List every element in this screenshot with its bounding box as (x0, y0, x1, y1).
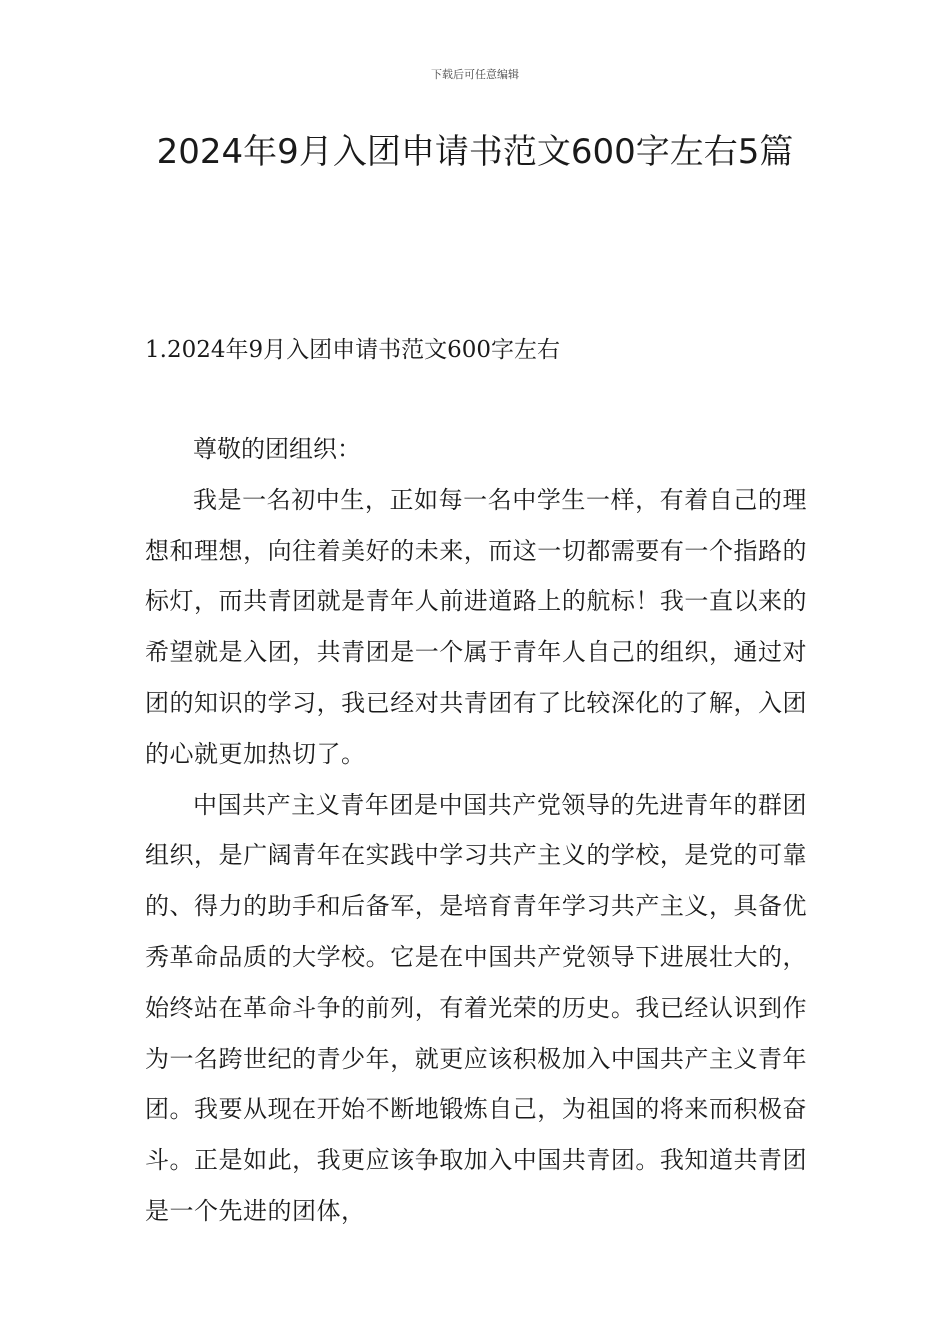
document-body (145, 424, 807, 1237)
section-heading: 1.2024年9月入团申请书范文600字左右 (145, 337, 561, 363)
salutation: 尊敬的团组织： (193, 435, 361, 463)
header-note: 下载后可任意编辑 (431, 68, 519, 81)
document-title: 2024年9月入团申请书范文600字左右5篇 (156, 132, 794, 172)
paragraph-2: 中国共产主义青年团是中国共产党领导的先进青年的群团组织，是广阔青年在实践中学习共产主义的学校，是党的可靠的、得力的助手和后备军，是培育青年学习共产主义，具备优秀革命品质的大学校。它是在中国共产党领导下进展壮大的，始终站在革命斗争的前列，有着光荣的历史。我已经认识到作为一名跨世纪的青少年，就更应该积极加入中国共产主义青年团。我要从现在开始不断地锻炼自己，为祖国的将来而积极奋斗。正是如此，我更应该争取加入中国共青团。我知道共青团是一个先进的团体， (145, 790, 807, 1225)
paragraph-1: 我是一名初中生，正如每一名中学生一样，有着自己的理想和理想，向往着美好的未来，而这一切都需要有一个指路的标灯，而共青团就是青年人前进道路上的航标！我一直以来的希望就是入团，共青团是一个属于青年人自己的组织，通过对团的知识的学习，我已经对共青团有了比较深化的了解，入团的心就更加热切了。 (145, 485, 807, 768)
